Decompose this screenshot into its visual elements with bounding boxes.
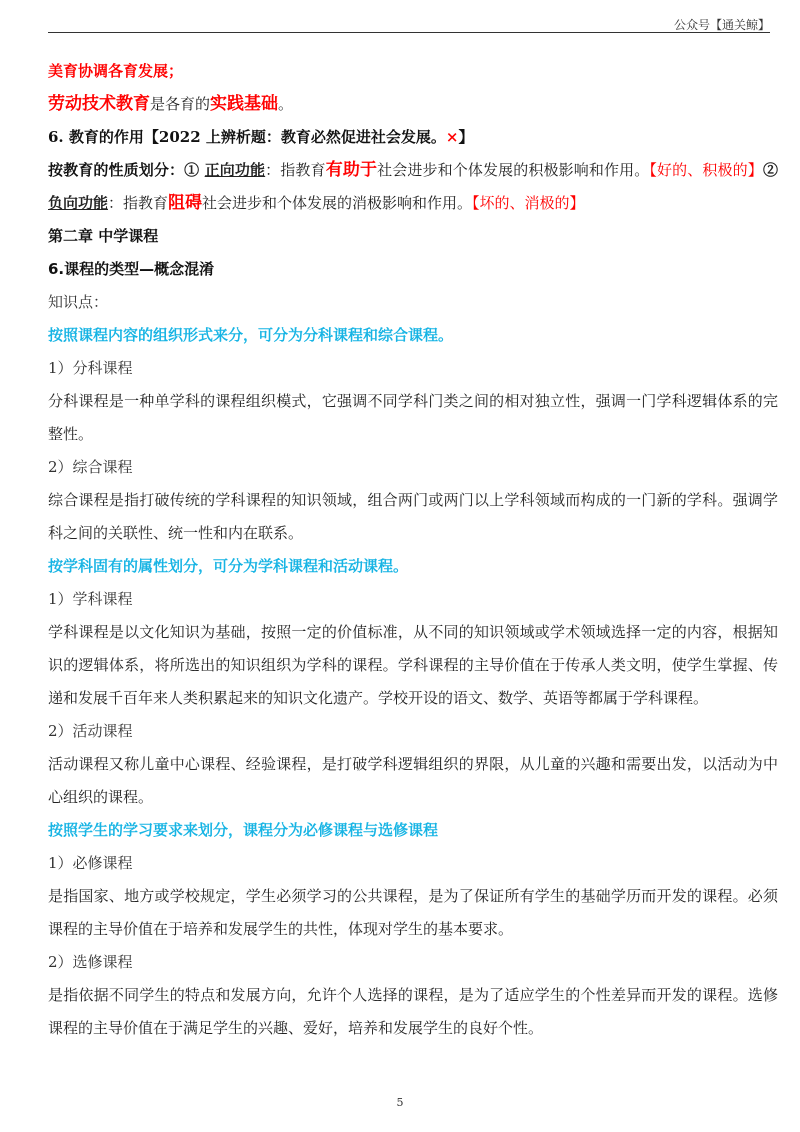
education-role-title: 6. 教育的作用【2022 上辨析题：教育必然促进社会发展。 xyxy=(48,128,446,146)
labor-education-term: 劳动技术教育 xyxy=(48,94,150,114)
subheading-integrated-course: 2）综合课程 xyxy=(48,458,133,476)
heading-organization-form: 按照课程内容的组织形式来分，可分为分科课程和综合课程。 xyxy=(48,326,454,344)
paragraph-subject-course: 分科课程是一种单学科的课程组织模式，它强调不同学科门类之间的相对独立性，强调一门学科逻辑体系的完整性。 xyxy=(48,392,778,443)
negative-note: 【坏的、消极的】 xyxy=(472,194,585,212)
heading-learning-requirement: 按照学生的学习要求来划分，课程分为必修课程与选修课程 xyxy=(48,821,439,839)
page-header xyxy=(48,10,770,33)
paragraph-elective-course: 是指依据不同学生的特点和发展方向，允许个人选择的课程，是为了适应学生的个性差异而开发的课程。选修课程的主导价值在于满足学生的兴趣、爱好，培养和发展学生的良好个性。 xyxy=(48,986,778,1037)
heading-inherent-attribute: 按学科固有的属性划分，可分为学科课程和活动课程。 xyxy=(48,557,409,575)
function-intro: 按教育的性质划分： xyxy=(48,161,185,179)
paragraph-integrated-course: 综合课程是指打破传统的学科课程的知识领域，组合两门或两门以上学科领域而构成的一门新的学科。强调学科之间的关联性、统一性和内在联系。 xyxy=(48,491,778,542)
number-one: ① xyxy=(184,161,205,179)
section-title: 6.课程的类型—概念混淆 xyxy=(48,260,215,278)
document-body xyxy=(48,55,778,1045)
subheading-subject-course: 1）分科课程 xyxy=(48,359,133,377)
positive-note: 【好的、积极的】 xyxy=(649,161,763,179)
paragraph-compulsory-course: 是指国家、地方或学校规定，学生必须学习的公共课程，是为了保证所有学生的基础学历而开发的课程。必须课程的主导价值在于培养和发展学生的共性，体现对学生的基本要求。 xyxy=(48,887,778,938)
subheading-discipline-course: 1）学科课程 xyxy=(48,590,133,608)
number-two: ② xyxy=(762,161,778,179)
page-number: 5 xyxy=(396,1096,404,1109)
paragraph-activity-course: 活动课程又称儿童中心课程、经验课程，是打破学科逻辑组织的界限，从儿童的兴趣和需要出发，以活动为中心组织的课程。 xyxy=(48,755,778,806)
negative-function-text-b: 社会进步和个体发展的消极影响和作用。 xyxy=(202,194,473,212)
education-role-close: 】 xyxy=(458,128,474,146)
chapter-title: 第二章 中学课程 xyxy=(48,227,159,245)
period: 。 xyxy=(278,95,294,113)
labor-education-text: 是各育的 xyxy=(150,95,211,113)
header-text: 公众号【通关鲸】 xyxy=(673,18,770,32)
hinder-term: 阻碍 xyxy=(168,193,203,213)
practice-basis-term: 实践基础 xyxy=(210,94,279,114)
helpful-term: 有助于 xyxy=(325,160,378,180)
line-education-role xyxy=(48,121,778,154)
positive-function-term: 正向功能 xyxy=(204,161,266,179)
subheading-compulsory-course: 1）必修课程 xyxy=(48,854,133,872)
positive-function-text-b: 社会进步和个体发展的积极影响和作用。 xyxy=(377,161,650,179)
line-aesthetic-education: 美育协调各育发展； xyxy=(48,62,184,80)
negative-function-text-a: ：指教育 xyxy=(108,194,169,212)
paragraph-education-function xyxy=(48,154,778,220)
negative-function-term: 负向功能 xyxy=(48,194,109,212)
positive-function-text-a: ：指教育 xyxy=(265,161,326,179)
line-labor-education xyxy=(48,88,778,121)
subheading-elective-course: 2）选修课程 xyxy=(48,953,133,971)
wrong-mark-icon: × xyxy=(445,128,459,146)
subheading-activity-course: 2）活动课程 xyxy=(48,722,133,740)
paragraph-discipline-course: 学科课程是以文化知识为基础，按照一定的价值标准，从不同的知识领域或学术领域选择一定的内容，根据知识的逻辑体系，将所选出的知识组织为学科的课程。学科课程的主导价值在于传承人类文明，使学生掌握、传递和发展千百年来人类积累起来的知识文化遗产。学校开设的语文、数学、英语等都属于学科课程。 xyxy=(48,623,778,707)
knowledge-label: 知识点： xyxy=(48,293,109,311)
